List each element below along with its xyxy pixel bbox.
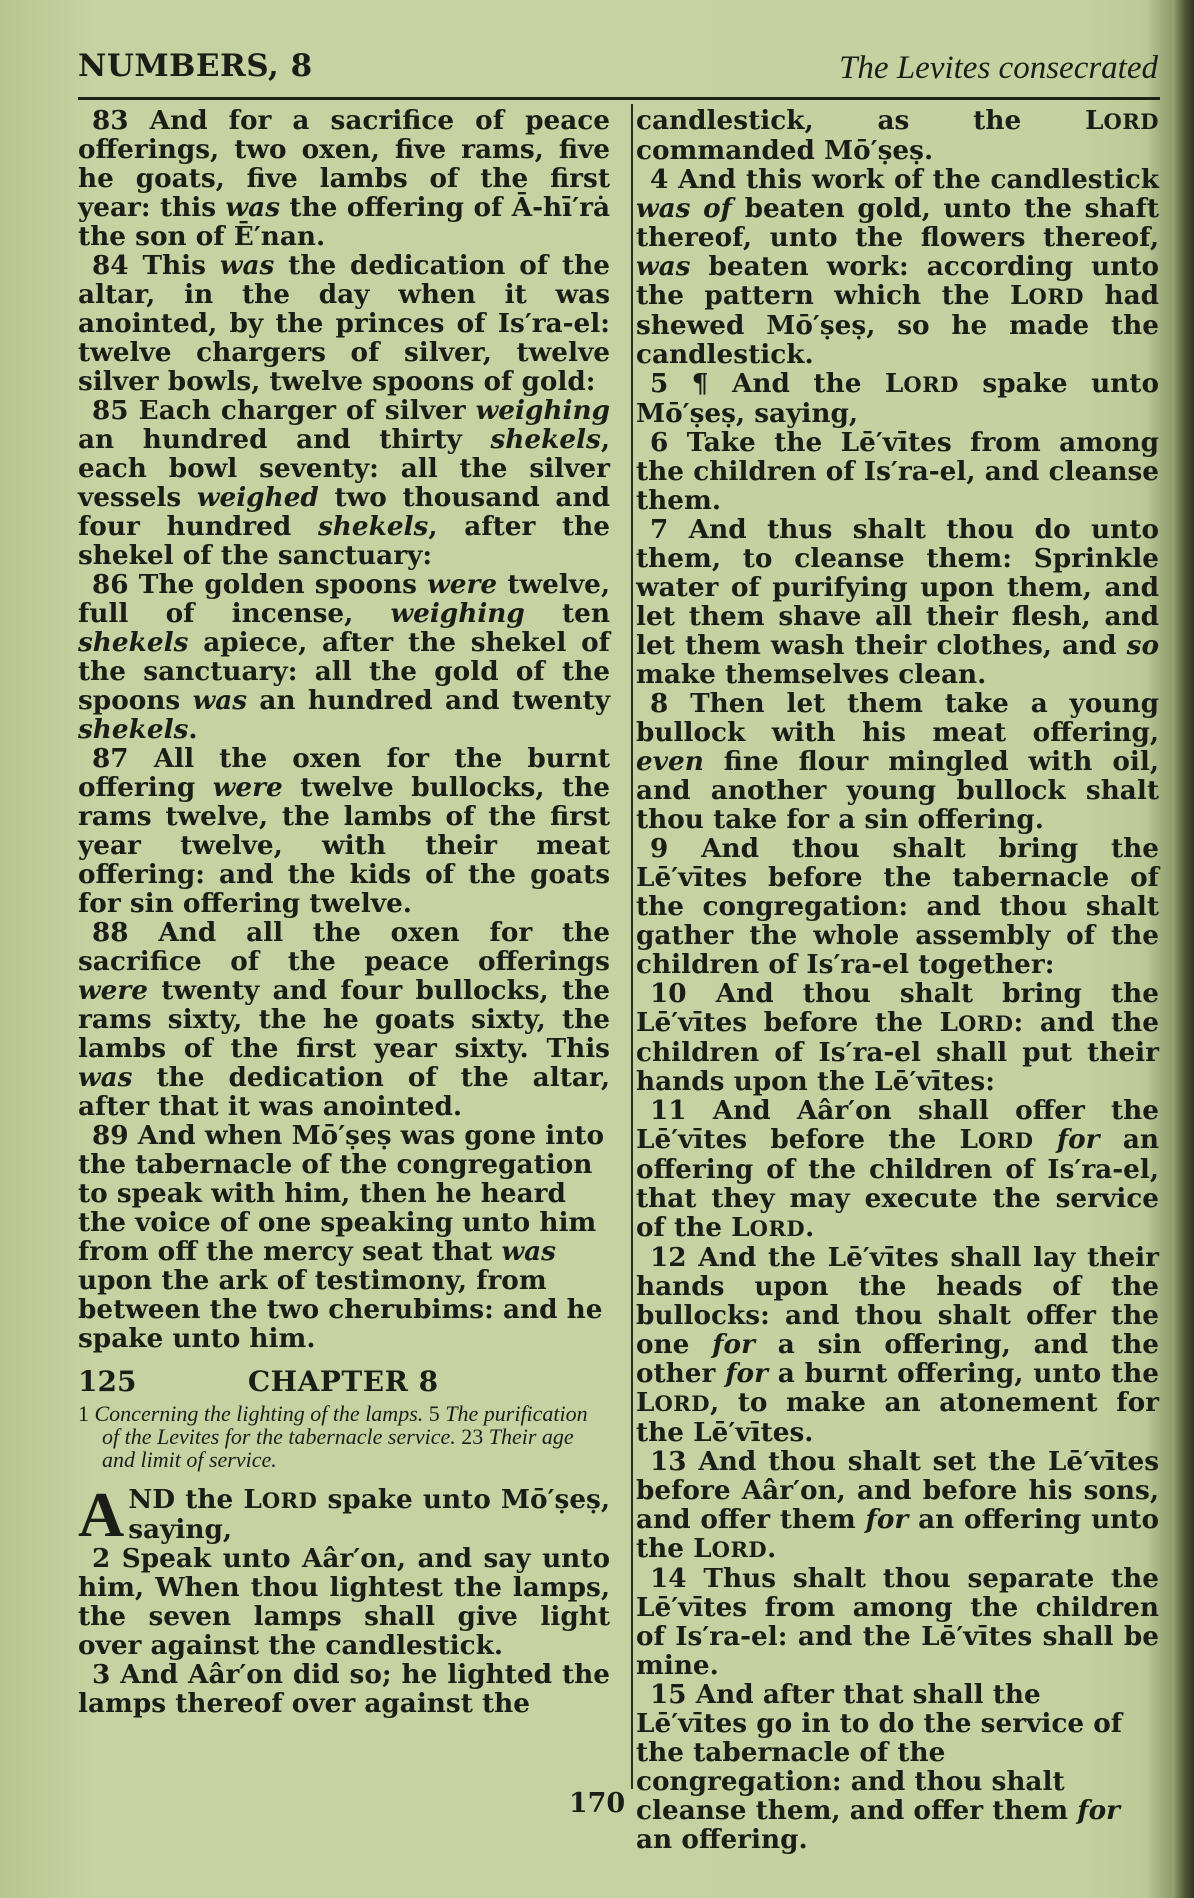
verse-10 — [636, 979, 1159, 1096]
verse-13 — [636, 1447, 1159, 1564]
verse-9-text: 9 And thou shalt bring the Lē′vītes before the tabernacle of the congregation: and thou shalt gather the whole assembly of the children of Is′ra-el together: — [636, 833, 1159, 980]
summary-text-5: The purification of the Levites for the tabernacle service. — [102, 1401, 588, 1449]
verse-9 — [636, 834, 1159, 979]
verse-12 — [636, 1243, 1159, 1447]
page-edge-shadow — [1172, 0, 1194, 1898]
section-heading: The Levites consecrated — [839, 50, 1158, 86]
chapter-heading — [78, 1367, 610, 1396]
verse-5 — [636, 369, 1159, 428]
verse-84-text: 84 This was the dedication of the altar, in the day when it was anointed, by the princes of Is′ra-el: twelve chargers of silver, twelve silver bowls, twelve spoons of gold: — [78, 250, 610, 397]
verse-7 — [636, 515, 1159, 689]
summary-text-23: Their age and limit of service. — [102, 1424, 574, 1472]
chapter-summary — [78, 1402, 610, 1471]
verse-85-text: 85 Each charger of silver weighing an hundred and thirty shekels, each bowl seventy: all the silver vessels weighed two thousand and four hundred shekels, after the shekel of the sanctuary: — [78, 395, 610, 571]
verse-14-text: 14 Thus shalt thou separate the Lē′vītes from among the children of Is′ra-el: and the Lē′vītes shall be mine. — [636, 1563, 1159, 1681]
summary-number-23: 23 — [461, 1424, 484, 1449]
verse-89 — [78, 1121, 610, 1353]
verse-1 — [78, 1479, 611, 1550]
verse-3-text: 3 And Aâr′on did so; he lighted the lamps thereof over against the — [78, 1659, 610, 1719]
page-number: 170 — [568, 1788, 626, 1819]
verse-85 — [78, 396, 610, 570]
verse-84 — [78, 251, 610, 396]
verse-2 — [78, 1544, 610, 1660]
chapter-title: CHAPTER 8 — [247, 1365, 439, 1398]
verse-14 — [636, 1564, 1159, 1680]
book-chapter-heading: NUMBERS, 8 — [78, 48, 313, 84]
verse-6 — [636, 428, 1159, 515]
verse-11-text: 11 And Aâr′on shall offer the Lē′vītes before the LORD for an offering of the children of Is′ra-el, that they may execute the service of the LORD. — [636, 1095, 1159, 1243]
verse-3-continued — [636, 106, 1159, 165]
verse-8 — [636, 689, 1159, 834]
verse-13-text: 13 And thou shalt set the Lē′vītes before Aâr′on, and before his sons, and offer them for an offering unto the LORD. — [636, 1446, 1159, 1564]
column-divider — [631, 104, 633, 1789]
verse-83-text: 83 And for a sacrifice of peace offerings, two oxen, five rams, five he goats, five lambs of the first year: this was the offering of Ā-hī′rȧ the son of Ē′nan. — [78, 105, 610, 252]
verse-83 — [78, 106, 610, 251]
summary-text-1: Concerning the lighting of the lamps. — [94, 1401, 424, 1426]
verse-12-text: 12 And the Lē′vītes shall lay their hands upon the heads of the bullocks: and thou shalt offer the one for a sin offering, and the other for a burnt offering, unto the LORD, to make an atonement for the Lē′vītes. — [636, 1242, 1159, 1448]
verse-88 — [78, 918, 610, 1121]
verse-15 — [636, 1680, 1159, 1854]
verse-87-text: 87 All the oxen for the burnt offering were twelve bullocks, the rams twelve, the lambs of the first year twelve, with their meat offering: and the kids of the goats for sin offering twelve. — [78, 743, 610, 919]
verse-10-text: 10 And thou shalt bring the Lē′vītes before the LORD: and the children of Is′ra-el shall put their hands upon the Lē′vītes: — [636, 978, 1159, 1097]
summary-number-5: 5 — [428, 1401, 440, 1426]
header-rule — [78, 97, 1160, 100]
verse-7-text: 7 And thus shalt thou do unto them, to cleanse them: Sprinkle water of purifying upon them, and let them shave all their flesh, and let them wash their clothes, and so make themselves clean. — [636, 514, 1159, 690]
running-header — [78, 44, 1158, 94]
summary-number-1: 1 — [78, 1401, 89, 1426]
right-column — [636, 106, 1159, 1854]
verse-6-text: 6 Take the Lē′vītes from among the children of Is′ra-el, and cleanse them. — [636, 427, 1159, 516]
verse-1-text: AND the LORD spake unto Mō′ṣeṣ, saying, — [78, 1479, 611, 1550]
verse-3-continued-text: candlestick, as the LORD commanded Mō′ṣeṣ. — [636, 105, 1159, 166]
verse-4 — [636, 165, 1159, 369]
verse-11 — [636, 1096, 1159, 1243]
verse-86-text: 86 The golden spoons were twelve, full of incense, weighing ten shekels apiece, after the shekel of the sanctuary: all the gold of the spoons was an hundred and twenty shekels. — [78, 569, 611, 745]
verse-3 — [78, 1660, 610, 1718]
chapter-reference-number: 125 — [78, 1365, 137, 1398]
verse-2-text: 2 Speak unto Aâr′on, and say unto him, When thou lightest the lamps, the seven lamps shall give light over against the candlestick. — [78, 1543, 610, 1661]
verse-15-text: 15 And after that shall the Lē′vītes go in to do the service of the tabernacle of the congregation: and thou shalt cleanse them, and offer them for an offering. — [636, 1679, 1123, 1855]
verse-89-text: 89 And when Mō′ṣeṣ was gone into the tabernacle of the congregation to speak with him, then he heard the voice of one speaking unto him from off the mercy seat that was upon the ark of testimony, from between the two cherubims: and he spake unto him. — [78, 1120, 605, 1354]
verse-8-text: 8 Then let them take a young bullock with his meat offering, even fine flour mingled with oil, and another young bullock shalt thou take for a sin offering. — [636, 688, 1159, 835]
verse-5-text: 5 ¶ And the LORD spake unto Mō′ṣeṣ, saying, — [636, 368, 1159, 429]
verse-87 — [78, 744, 610, 918]
verse-88-text: 88 And all the oxen for the sacrifice of the peace offerings were twenty and four bullocks, the rams sixty, the he goats sixty, the lambs of the first year sixty. This was the dedication of the altar, after that it was anointed. — [78, 917, 610, 1122]
verse-4-text: 4 And this work of the candlestick was of beaten gold, unto the shaft thereof, unto the flowers thereof, was beaten work: according unto the pattern which the LORD had shewed Mō′ṣeṣ, so he made the candlestick. — [636, 164, 1159, 370]
verse-86 — [78, 570, 610, 744]
left-column — [78, 106, 610, 1718]
